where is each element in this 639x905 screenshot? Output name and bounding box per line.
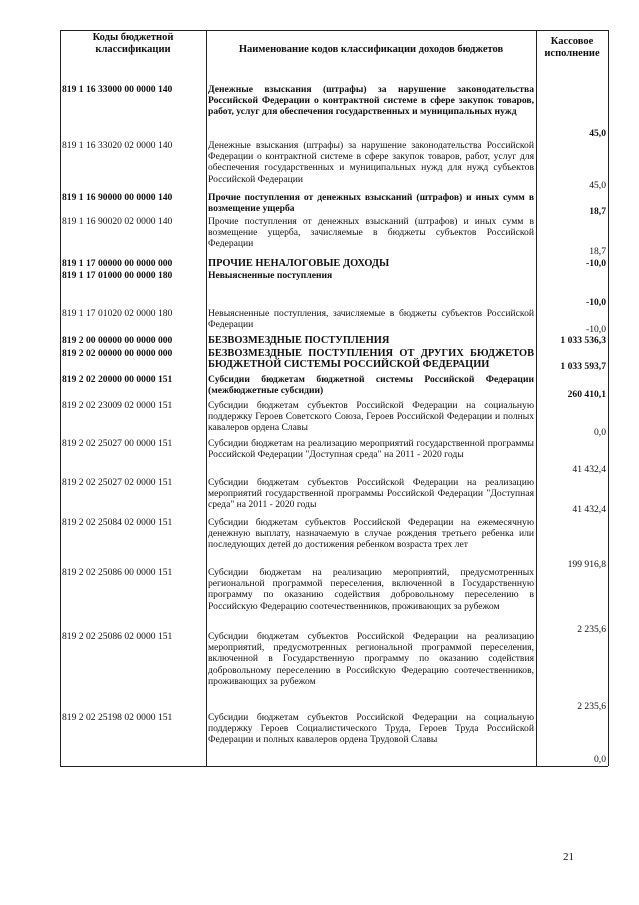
row-name: Денежные взыскания (штрафы) за нарушение законодательства Российской Федерации о контрактной системе в сфере закупок товаров, работ, услуг для обеспечения государственных и муниципальных нужд — [208, 84, 534, 118]
row-amount: 0,0 — [594, 427, 606, 438]
row-code: 819 1 17 01000 00 0000 180 — [62, 270, 173, 281]
row-name: ПРОЧИЕ НЕНАЛОГОВЫЕ ДОХОДЫ — [208, 258, 390, 269]
row-code: 819 1 16 33020 02 0000 140 — [62, 140, 173, 151]
row-amount: -10,0 — [586, 258, 606, 269]
row-amount: -10,0 — [586, 324, 606, 335]
row-name: Субсидии бюджетам бюджетной системы Российской Федерации (межбюджетные субсидии) — [208, 374, 534, 397]
row-code: 819 1 16 90000 00 0000 140 — [62, 192, 173, 203]
row-name: Субсидии бюджетам на реализацию мероприятий, предусмотренных региональной программой переселения, включенной в Государственную программу по оказанию содействия добровольному переселению в Российскую Федерацию соотечественников, проживающих за рубежом — [208, 567, 534, 612]
row-amount: 2 235,6 — [577, 701, 606, 712]
row-amount: 41 432,4 — [572, 504, 606, 515]
row-amount: 18,7 — [589, 246, 606, 257]
row-code: 819 2 02 25086 02 0000 151 — [62, 631, 173, 642]
column-divider — [206, 30, 207, 766]
table-header — [60, 30, 608, 84]
row-name: Субсидии бюджетам субъектов Российской Федерации на ежемесячную денежную выплату, назначаемую в случае рождения третьего ребенка или последующих детей до достижения ребенком возраста трех лет — [208, 517, 534, 551]
revenue-table — [60, 30, 608, 765]
row-amount: 45,0 — [589, 180, 606, 191]
row-code: 819 1 17 00000 00 0000 000 — [62, 258, 173, 269]
row-name: БЕЗВОЗМЕЗДНЫЕ ПОСТУПЛЕНИЯ ОТ ДРУГИХ БЮДЖЕТОВ БЮДЖЕТНОЙ СИСТЕМЫ РОССИЙСКОЙ ФЕДЕРАЦИИ — [208, 348, 534, 371]
row-amount: 2 235,6 — [577, 624, 606, 635]
row-amount: 18,7 — [589, 206, 606, 217]
row-code: 819 1 16 90020 02 0000 140 — [62, 216, 173, 227]
header-codes: Коды бюджетной классификации — [92, 32, 174, 55]
row-code: 819 2 02 20000 00 0000 151 — [62, 374, 173, 385]
row-amount: 260 410,1 — [567, 389, 606, 400]
row-name: Субсидии бюджетам субъектов Российской Федерации на реализацию мероприятий государственной программы Российской Федерации "Доступная среда" на 2011 - 2020 годы — [208, 477, 534, 511]
row-name: Невыясненные поступления — [208, 270, 333, 281]
row-name: Субсидии бюджетам субъектов Российской Федерации на социальную поддержку Героев Советского Союза, Героев Российской Федерации и полных кавалеров ордена Славы — [208, 400, 534, 434]
row-code: 819 2 02 25027 00 0000 151 — [62, 438, 173, 449]
row-name: Прочие поступления от денежных взысканий (штрафов) и иных сумм в возмещение ущерба, зачисляемые в бюджеты субъектов Российской Федерации — [208, 216, 534, 250]
row-amount: 199 916,8 — [567, 559, 606, 570]
row-code: 819 2 02 25027 02 0000 151 — [62, 477, 173, 488]
row-code: 819 2 02 25086 00 0000 151 — [62, 567, 173, 578]
row-name: БЕЗВОЗМЕЗДНЫЕ ПОСТУПЛЕНИЯ — [208, 335, 390, 346]
row-name: Субсидии бюджетам субъектов Российской Федерации на реализацию мероприятий, предусмотренных региональной программой переселения, включенной в Государственную программу по оказанию содействия добровольному переселению в Российскую Федерацию соотечественников, проживающих за рубежом — [208, 631, 534, 687]
row-amount: 1 033 593,7 — [560, 361, 606, 372]
row-name: Прочие поступления от денежных взысканий (штрафов) и иных сумм в возмещение ущерба — [208, 192, 534, 215]
page-number: 21 — [563, 851, 574, 863]
row-amount: 41 432,4 — [572, 464, 606, 475]
row-code: 819 2 02 00000 00 0000 000 — [62, 348, 173, 359]
header-amount: Кассовое исполнение — [544, 36, 600, 59]
table-left-border — [60, 30, 61, 766]
row-amount: 45,0 — [589, 128, 606, 139]
row-code: 819 1 17 01020 02 0000 180 — [62, 308, 173, 319]
row-amount: -10,0 — [586, 297, 606, 308]
row-code: 819 2 00 00000 00 0000 000 — [62, 335, 173, 346]
row-name: Субсидии бюджетам субъектов Российской Федерации на социальную поддержку Героев Социалистического Труда, Героев Труда Российской Федерации и полных кавалеров ордена Трудовой Славы — [208, 712, 534, 746]
table-right-border — [608, 30, 609, 766]
row-name: Невыясненные поступления, зачисляемые в бюджеты субъектов Российской Федерации — [208, 308, 534, 331]
row-amount: 1 033 536,3 — [560, 335, 606, 346]
row-code: 819 2 02 25198 02 0000 151 — [62, 712, 173, 723]
row-code: 819 2 02 23009 02 0000 151 — [62, 400, 173, 411]
header-names: Наименование кодов классификации доходов бюджетов — [238, 44, 504, 55]
row-code: 819 2 02 25084 02 0000 151 — [62, 517, 173, 528]
row-name: Денежные взыскания (штрафы) за нарушение законодательства Российской Федерации о контрактной системе в сфере закупок товаров, работ, услуг для обеспечения государственных и муниципальных нужд для нужд субъектов Российской Федерации — [208, 140, 534, 185]
row-name: Субсидии бюджетам на реализацию мероприятий государственной программы Российской Федерации "Доступная среда" на 2011 - 2020 годы — [208, 438, 534, 461]
row-code: 819 1 16 33000 00 0000 140 — [62, 84, 173, 95]
row-amount: 0,0 — [594, 754, 606, 765]
table-bottom-border — [60, 766, 608, 767]
